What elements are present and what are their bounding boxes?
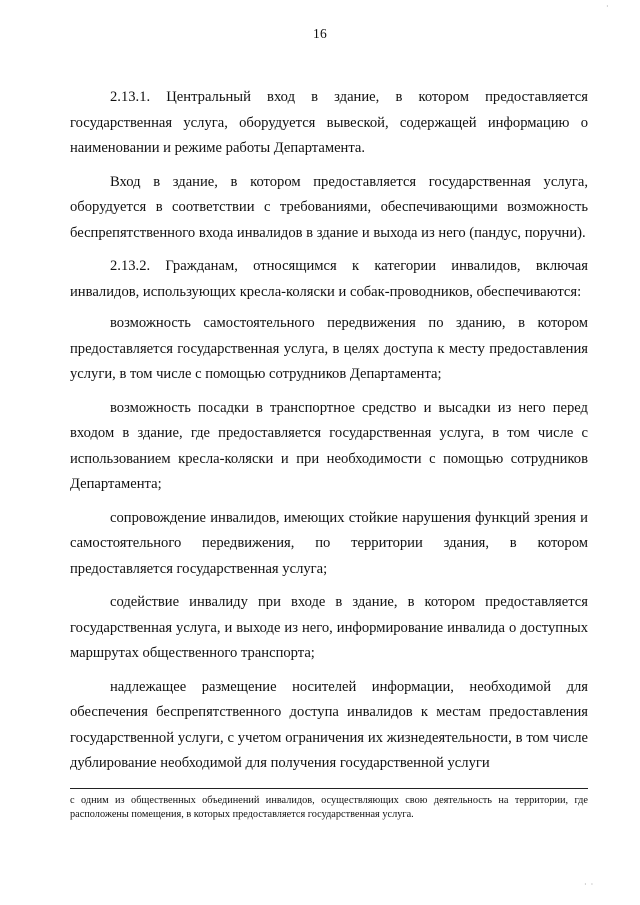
list-item-entry-assistance: содействие инвалиду при входе в здание, в котором предоставляется государственная услуга, и выходе из него, информирование инвалида о доступных маршрутах общественного транспорта;	[70, 594, 588, 661]
footnote: с одним из общественных объединений инвалидов, осуществляющих свою деятельность на территории, где расположены помещения, в которых предоставляется государственная услуга.	[70, 795, 588, 820]
scan-artifact-bottom: · ·	[584, 880, 595, 889]
document-body	[70, 85, 588, 785]
list-item-escort: сопровождение инвалидов, имеющих стойкие нарушения функций зрения и самостоятельного передвижения, по территории здания, в котором предоставляется государственная услуга;	[70, 509, 588, 577]
list-item-independent-movement: возможность самостоятельного передвижения по зданию, в котором предоставляется государственная услуга, в целях доступа к месту предоставления услуги, в том числе с помощью сотрудников Департамента;	[70, 315, 588, 382]
list-item-information-placement: надлежащее размещение носителей информации, необходимой для обеспечения беспрепятственного доступа инвалидов к местам предоставления государственной услуги, с учетом ограничения их жизнедеятельности, в том числе дублирование необходимой для получения государственной услуги	[70, 678, 588, 771]
list-item-vehicle-boarding: возможность посадки в транспортное средство и высадки из него перед входом в здание, где предоставляется государственная услуга, в том числе с использованием кресла-коляски и при необходимости с помощью сотрудников Департамента;	[70, 399, 588, 492]
footnote-divider	[70, 788, 588, 789]
paragraph-2-13-1: 2.13.1. Центральный вход в здание, в котором предоставляется государственная услуга, оборудуется вывеской, содержащей информацию о наименовании и режиме работы Департамента.	[70, 89, 588, 156]
paragraph-entrance-requirements: Вход в здание, в котором предоставляется государственная услуга, оборудуется в соответствии с требованиями, обеспечивающими возможность беспрепятственного входа инвалидов в здание и выхода из него (пандус, поручни).	[70, 173, 588, 241]
scan-artifact-top: ·	[606, 2, 610, 11]
paragraph-2-13-2: 2.13.2. Гражданам, относящимся к категории инвалидов, включая инвалидов, использующих кресла-коляски и собак-проводников, обеспечиваются:	[70, 258, 588, 300]
page-number: 16	[313, 26, 327, 41]
